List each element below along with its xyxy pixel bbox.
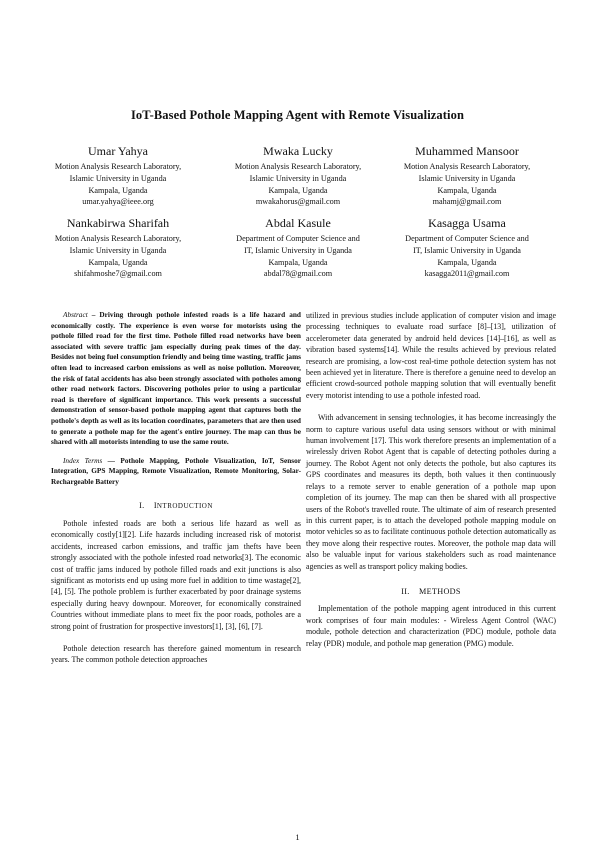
author-affiliation: Motion Analysis Research Laboratory,	[403, 162, 531, 171]
body-paragraph: With advancement in sensing technologies, it has become increasingly the norm to capture various useful data using sensors without or with minimal human involvement [17]. This work therefore presents an implementation of a wirelessly driven Robot Agent that is capable of detecting potholes during a journey. The Robot Agent not only detects the pothole, but also captures its GPS coordinates and measures its depth, both values it then continuously relays to a remote server to enable generation of a pothole map upon completion of its journey. The map can then be shared with all prospective users of the Robot's travelled route. The ultimate of aim of research presented in this current paper, is to attach the developed pothole mapping module on motor vehicles so as to facilitate continuous pothole detection automatically as they move along their respective routes. Moreover, the pothole map data will also be valuable input for various stakeholders such as road maintenance agencies as well as transport policy making bodies.	[306, 413, 556, 571]
author-block	[372, 144, 562, 208]
author-affiliation: Islamic University in Uganda	[249, 173, 347, 183]
section-number: I.	[139, 500, 145, 510]
author-email: mwakahorus@gmail.com	[255, 197, 341, 207]
author-email: mahamj@gmail.com	[432, 197, 502, 207]
paper-title: IoT-Based Pothole Mapping Agent with Remote Visualization	[130, 108, 465, 122]
section-heading-introduction	[51, 500, 301, 512]
author-location: Kampala, Uganda	[437, 185, 497, 195]
author-location: Kampala, Uganda	[88, 185, 148, 195]
author-location: Kampala, Uganda	[268, 185, 328, 195]
author-affiliation: Islamic University in Uganda	[69, 173, 167, 183]
section-title-rest: NTRODUCTION	[156, 501, 213, 510]
author-affiliation: Motion Analysis Research Laboratory,	[54, 162, 182, 171]
author-block	[203, 216, 393, 280]
author-affiliation: Motion Analysis Research Laboratory,	[54, 234, 182, 243]
author-name: Abdal Kasule	[265, 216, 331, 230]
author-name: Nankabirwa Sharifah	[66, 216, 170, 230]
author-block	[372, 216, 562, 280]
author-name: Kasagga Usama	[428, 216, 506, 230]
body-paragraph: utilized in previous studies include application of computer vision and image processing techniques to evaluate road surface [8]–[13], utilization of accelerometer data generated by android held devices [14]–[16], as well as vibration based systems[14]. While the results achieved by previous related research are promising, a low-cost real-time pothole detection system has not been achieved yet in literature. There is therefore a genuine need to develop an efficient crowd-sourced pothole mapping solution that will eventually benefit every motorist intending to use a pothole infested road.	[306, 311, 556, 400]
author-name: Muhammed Mansoor	[415, 144, 519, 158]
author-affiliation: Department of Computer Science and	[405, 234, 529, 243]
section-number: II.	[401, 586, 410, 596]
body-paragraph: Pothole infested roads are both a serious life hazard as well as economically costly[1][2]. Life hazards including increased risk of motorist accidents, increased carbon emissions, and traffic jam thefts have been strongly associated with the pothole infested road networks[3]. The economic cost of traffic jams induced by pothole filled roads and exit junctions is also significant as motorists end up using more fuel in addition to time wastage[2], [4], [5]. The pothole problem is further exacerbated by poor drainage systems especially during heavy downpour. Moreover, for economically constrained Countries without immediate plans to meet fix the poor roads, potholes are a strong point of frustration for prospective investors[1], [3], [6], [7].	[51, 518, 301, 631]
author-name: Umar Yahya	[88, 144, 148, 158]
index-terms-label: Index Terms	[63, 455, 103, 465]
author-email: shifahmoshe7@gmail.com	[74, 269, 162, 279]
author-affiliation: IT, Islamic University in Uganda	[244, 245, 352, 255]
author-location: Kampala, Uganda	[268, 257, 328, 267]
section-heading-methods	[306, 586, 556, 597]
author-location: Kampala, Uganda	[88, 257, 148, 267]
author-block	[23, 144, 213, 208]
index-terms-text: — Pothole Mapping, Pothole Visualization, IoT, Sensor Integration, GPS Mapping, Remote Visualization, Remote Monitoring, Solar-Rechargeable Battery	[51, 455, 301, 486]
author-affiliation: IT, Islamic University in Uganda	[413, 245, 521, 255]
author-email: umar.yahya@ieee.org	[82, 197, 154, 207]
right-column	[306, 310, 556, 649]
author-email: kasagga2011@gmail.com	[424, 269, 510, 279]
abstract-label: Abstract	[63, 310, 88, 319]
abstract-text: – Driving through pothole infested roads is a life hazard and economically costly. The experience is even worse for motorists using the pothole filled road for the first time. Pothole filled road networks have been associated with severe traffic jam especially during peak times of the day. Besides not being fuel consumption friendly and being time wasting, traffic jams often lead to increased carbon emissions as well as noise pollution. Moreover, the risk of fatal accidents has also been strongly associated with potholes among other road network factors. Discovering potholes prior to using a particular road is therefore of significant importance. This work presents a successful demonstration of sensor-based pothole mapping agent that captures both the pothole's depth as well as its location coordinates, parameters that are then used to generate a pothole map for the agent's entire journey. The map can thus be shared with all motorists intending to use the same route.	[51, 310, 301, 447]
author-block	[203, 144, 393, 208]
page-number: 1	[295, 832, 300, 842]
section-title: METHODS	[419, 586, 461, 596]
section-title-initial: I	[153, 500, 157, 510]
abstract	[51, 310, 301, 448]
author-name: Mwaka Lucky	[263, 144, 333, 158]
left-column	[51, 310, 301, 666]
index-terms	[51, 456, 301, 488]
author-affiliation: Department of Computer Science and	[236, 234, 360, 243]
author-block	[23, 216, 213, 280]
author-affiliation: Islamic University in Uganda	[418, 173, 516, 183]
author-affiliation: Motion Analysis Research Laboratory,	[234, 162, 362, 171]
body-paragraph: Implementation of the pothole mapping agent introduced in this current work comprises of four main modules: - Wireless Agent Control (WAC) module, pothole detection and characterization (PDC) module, pothole data relay (PDR) module, and pothole map generation (PMG) module.	[306, 604, 556, 648]
author-affiliation: Islamic University in Uganda	[69, 245, 167, 255]
author-email: abdal78@gmail.com	[263, 269, 333, 279]
author-location: Kampala, Uganda	[437, 257, 497, 267]
body-paragraph: Pothole detection research has therefore gained momentum in research years. The common pothole detection approaches	[51, 643, 301, 665]
